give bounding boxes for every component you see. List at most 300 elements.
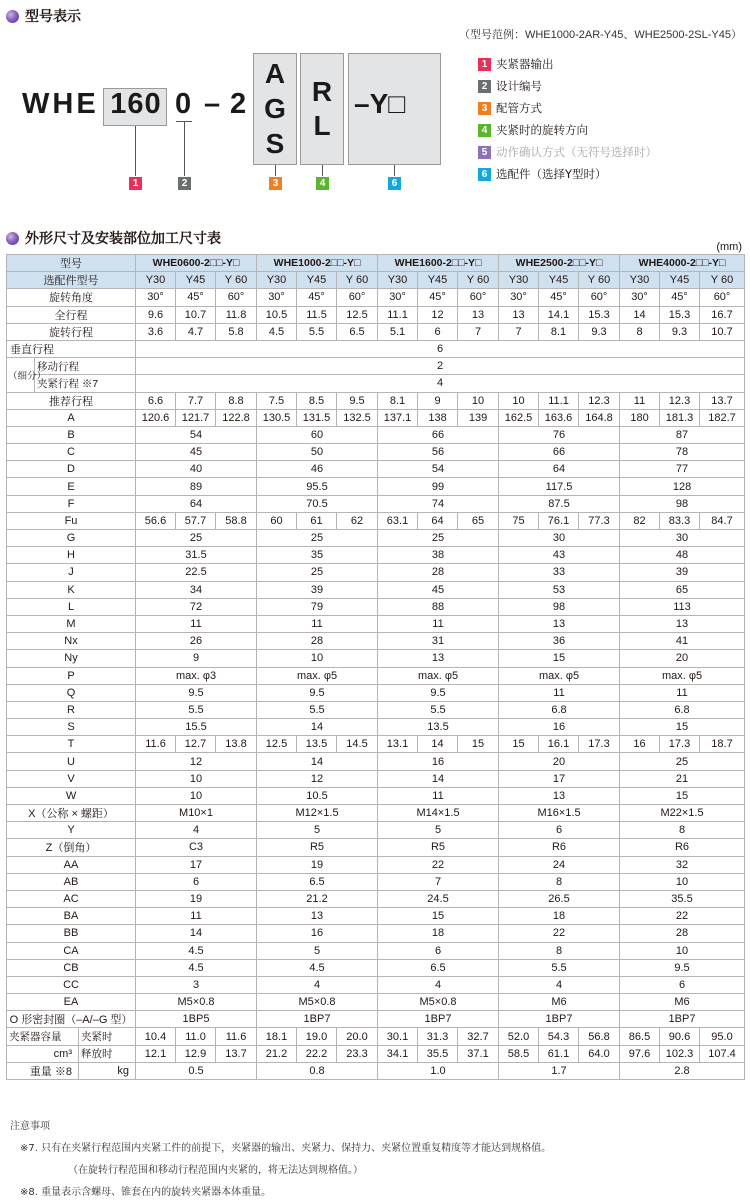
table-cell: 1.7 <box>499 1062 620 1079</box>
table-cell: 16.7 <box>700 306 745 323</box>
table-cell: 26 <box>136 633 257 650</box>
table-cell: 22 <box>378 856 499 873</box>
table-cell: 121.7 <box>176 409 216 426</box>
section-title-text: 外形尺寸及安装部位加工尺寸表 <box>25 231 221 247</box>
marker-2: 2 <box>178 177 191 190</box>
table-cell: 48 <box>620 547 745 564</box>
table-cell: max. φ5 <box>378 667 499 684</box>
table-cell: 87 <box>620 426 745 443</box>
table-cell: 65 <box>620 581 745 598</box>
table-cell: 8.5 <box>297 392 337 409</box>
table-row <box>7 581 745 598</box>
table-cell: 66 <box>378 426 499 443</box>
option-name: Y 60 <box>216 272 257 289</box>
table-cell: 11 <box>378 615 499 632</box>
table-cell: 43 <box>499 547 620 564</box>
unit-label: (mm) <box>716 241 742 253</box>
note-7-sub: （在旋转行程范围和移动行程范围内夹紧的，将无法达到规格值。） <box>68 1165 363 1176</box>
table-cell: 39 <box>257 581 378 598</box>
table-cell: 13.1 <box>378 736 418 753</box>
table-cell: 7 <box>499 323 539 340</box>
table-cell: 12.5 <box>337 306 378 323</box>
table-cell: 58.8 <box>216 512 257 529</box>
table-cell: 8 <box>499 873 620 890</box>
option-name: Y 60 <box>700 272 745 289</box>
table-cell: 107.4 <box>700 1045 745 1062</box>
table-row <box>7 994 745 1011</box>
section-title-text: 型号表示 <box>25 9 81 25</box>
notes <box>10 1116 551 1204</box>
table-cell: 56.6 <box>136 512 176 529</box>
table-cell: 6.8 <box>499 701 620 718</box>
table-cell: 21.2 <box>257 1045 297 1062</box>
table-cell: 6 <box>136 340 745 357</box>
table-cell: 23.3 <box>337 1045 378 1062</box>
table-cell: 13.7 <box>700 392 745 409</box>
table-cell: 11.5 <box>297 306 337 323</box>
table-cell: 62 <box>337 512 378 529</box>
table-cell: 26.5 <box>499 890 620 907</box>
table-cell: 11.1 <box>378 306 418 323</box>
table-cell: 72 <box>136 598 257 615</box>
row-label: G <box>7 530 136 547</box>
section-title-model-code <box>6 6 81 26</box>
port-option-g: G <box>264 93 286 124</box>
table-cell: 20.0 <box>337 1028 378 1045</box>
row-label: S <box>7 719 136 736</box>
table-cell: 130.5 <box>257 409 297 426</box>
row-label: M <box>7 615 136 632</box>
table-cell: 60° <box>216 289 257 306</box>
option-name: Y30 <box>378 272 418 289</box>
table-cell: 36 <box>499 633 620 650</box>
table-cell: 60° <box>337 289 378 306</box>
table-cell: 30° <box>620 289 660 306</box>
table-row <box>7 530 745 547</box>
table-cell: 18 <box>378 925 499 942</box>
table-cell: 28 <box>378 564 499 581</box>
table-cell: 16.1 <box>539 736 579 753</box>
table-cell: 34 <box>136 581 257 598</box>
table-cell: 6.6 <box>136 392 176 409</box>
row-label: CB <box>7 959 136 976</box>
row-label: Z（倒角） <box>7 839 136 856</box>
table-cell: 10 <box>136 787 257 804</box>
table-cell: 33 <box>499 564 620 581</box>
marker-1: 1 <box>129 177 142 190</box>
table-row <box>7 890 745 907</box>
table-row <box>7 426 745 443</box>
table-cell: 60 <box>257 426 378 443</box>
legend-item <box>478 53 657 75</box>
table-cell: 32.7 <box>458 1028 499 1045</box>
table-cell: 128 <box>620 478 745 495</box>
table-row <box>7 375 745 392</box>
table-cell: 12.7 <box>176 736 216 753</box>
legend-text: 设计编号 <box>496 79 542 93</box>
table-cell: 45 <box>136 444 257 461</box>
table-cell: 11.0 <box>176 1028 216 1045</box>
model-name: WHE4000-2□□-Y□ <box>620 255 745 272</box>
table-cell: 14.1 <box>539 306 579 323</box>
table-cell: 5 <box>257 822 378 839</box>
table-cell: 90.6 <box>660 1028 700 1045</box>
table-cell: 15.5 <box>136 719 257 736</box>
legend-text: 夹紧器输出 <box>496 57 554 71</box>
table-row <box>7 306 745 323</box>
table-cell: R6 <box>620 839 745 856</box>
table-cell: 122.8 <box>216 409 257 426</box>
table-cell: 131.5 <box>297 409 337 426</box>
table-row <box>7 615 745 632</box>
table-cell: 14 <box>257 719 378 736</box>
rotation-option-l: L <box>313 110 331 141</box>
table-cell: 30° <box>257 289 297 306</box>
table-cell: M16×1.5 <box>499 805 620 822</box>
table-cell: 35 <box>257 547 378 564</box>
table-cell: 30° <box>499 289 539 306</box>
table-cell: 15.3 <box>660 306 700 323</box>
table-cell: 31.5 <box>136 547 257 564</box>
table-cell: 24 <box>499 856 620 873</box>
table-cell: 24.5 <box>378 890 499 907</box>
table-cell: 22 <box>499 925 620 942</box>
legend-item <box>478 163 657 185</box>
table-cell: 11 <box>257 615 378 632</box>
table-cell: 54 <box>136 426 257 443</box>
table-cell: 4 <box>499 976 620 993</box>
table-cell: 19 <box>136 890 257 907</box>
port-option-s: S <box>265 128 285 159</box>
table-cell: 64 <box>499 461 620 478</box>
table-cell: max. φ3 <box>136 667 257 684</box>
model-dash: – <box>204 88 221 120</box>
table-cell: 9.3 <box>579 323 620 340</box>
table-cell: 79 <box>257 598 378 615</box>
row-label: BB <box>7 925 136 942</box>
table-cell: 120.6 <box>136 409 176 426</box>
table-row <box>7 719 745 736</box>
model-name: WHE2500-2□□-Y□ <box>499 255 620 272</box>
table-cell: 5.5 <box>378 701 499 718</box>
table-cell: 70.5 <box>257 495 378 512</box>
table-cell: 30° <box>378 289 418 306</box>
table-cell: 20 <box>499 753 620 770</box>
table-cell: 64 <box>136 495 257 512</box>
table-cell: 10.7 <box>700 323 745 340</box>
table-cell: 7.7 <box>176 392 216 409</box>
table-row <box>7 633 745 650</box>
table-row <box>7 512 745 529</box>
table-cell: C3 <box>136 839 257 856</box>
table-cell: 5 <box>378 822 499 839</box>
table-cell: 8 <box>620 822 745 839</box>
table-cell: 31 <box>378 633 499 650</box>
table-cell: 4 <box>136 375 745 392</box>
table-row <box>7 1045 745 1062</box>
table-cell: 45° <box>660 289 700 306</box>
table-cell: 5.5 <box>499 959 620 976</box>
table-cell: 11 <box>136 615 257 632</box>
legend <box>478 53 657 185</box>
table-cell: 13 <box>499 306 539 323</box>
table-cell: 138 <box>418 409 458 426</box>
option-name: Y30 <box>136 272 176 289</box>
table-cell: 2.8 <box>620 1062 745 1079</box>
table-cell: 83.3 <box>660 512 700 529</box>
rotation-option-r: R <box>311 76 333 107</box>
legend-text: 选配件（选择Y型时） <box>496 167 607 181</box>
row-unit: kg <box>79 1062 136 1079</box>
table-row <box>7 822 745 839</box>
table-cell: 30° <box>136 289 176 306</box>
row-label: U <box>7 753 136 770</box>
table-cell: 9.3 <box>660 323 700 340</box>
table-cell: 15.3 <box>579 306 620 323</box>
model-header: 型号 <box>7 255 136 272</box>
table-cell: 20 <box>620 650 745 667</box>
table-cell: 137.1 <box>378 409 418 426</box>
table-cell: 13 <box>458 306 499 323</box>
legend-marker: 3 <box>478 102 491 115</box>
table-cell: 11.6 <box>216 1028 257 1045</box>
table-cell: 76.1 <box>539 512 579 529</box>
table-cell: R6 <box>499 839 620 856</box>
row-sublabel: 释放时 <box>79 1045 136 1062</box>
table-cell: 5.5 <box>297 323 337 340</box>
table-row <box>7 564 745 581</box>
table-cell: 87.5 <box>499 495 620 512</box>
table-cell: 8 <box>620 323 660 340</box>
table-cell: 13 <box>620 615 745 632</box>
model-example: （型号范例：WHE1000-2AR-Y45、WHE2500-2SL-Y45） <box>458 29 742 41</box>
table-cell: 21.2 <box>257 890 378 907</box>
option-name: Y30 <box>257 272 297 289</box>
table-row <box>7 358 745 375</box>
table-cell: 13.5 <box>297 736 337 753</box>
marker-6: 6 <box>388 177 401 190</box>
model-design: 0 <box>175 88 192 120</box>
table-row <box>7 701 745 718</box>
table-row <box>7 392 745 409</box>
table-cell: 12.5 <box>257 736 297 753</box>
table-cell: 13.5 <box>378 719 499 736</box>
table-cell: 12.3 <box>660 392 700 409</box>
table-cell: 98 <box>499 598 620 615</box>
table-cell: 25 <box>257 530 378 547</box>
table-cell: 12 <box>136 753 257 770</box>
table-cell: 95.5 <box>257 478 378 495</box>
legend-text: 夹紧时的旋转方向 <box>496 123 588 137</box>
table-cell: 4 <box>257 976 378 993</box>
row-label: Y <box>7 822 136 839</box>
table-cell: 13 <box>257 908 378 925</box>
table-cell: 11.6 <box>136 736 176 753</box>
table-cell: 56.8 <box>579 1028 620 1045</box>
table-cell: 61.1 <box>539 1045 579 1062</box>
table-cell: 8 <box>499 942 620 959</box>
option-name: Y45 <box>297 272 337 289</box>
leader-line <box>322 165 323 176</box>
table-row <box>7 1011 745 1028</box>
table-row <box>7 1062 745 1079</box>
table-cell: 7 <box>378 873 499 890</box>
table-cell: 19 <box>257 856 378 873</box>
table-cell: 10 <box>136 770 257 787</box>
table-cell: 56 <box>378 444 499 461</box>
row-label: 垂直行程 <box>7 340 136 357</box>
bullet-icon <box>6 232 19 245</box>
legend-marker: 5 <box>478 146 491 159</box>
table-cell: 13.7 <box>216 1045 257 1062</box>
table-cell: 60 <box>257 512 297 529</box>
table-cell: 0.8 <box>257 1062 378 1079</box>
table-row <box>7 839 745 856</box>
table-row <box>7 289 745 306</box>
table-cell: 117.5 <box>499 478 620 495</box>
table-cell: 30.1 <box>378 1028 418 1045</box>
table-cell: 1BP7 <box>378 1011 499 1028</box>
table-cell: M22×1.5 <box>620 805 745 822</box>
table-cell: 18 <box>499 908 620 925</box>
row-label: cm³ <box>7 1045 79 1062</box>
legend-marker: 4 <box>478 124 491 137</box>
table-cell: 50 <box>257 444 378 461</box>
header-row-option <box>7 272 745 289</box>
table-cell: M5×0.8 <box>257 994 378 1011</box>
option-name: Y45 <box>418 272 458 289</box>
table-cell: 75 <box>499 512 539 529</box>
table-cell: 4.5 <box>136 959 257 976</box>
table-cell: 11.8 <box>216 306 257 323</box>
table-cell: 15 <box>458 736 499 753</box>
table-cell: 15 <box>499 650 620 667</box>
option-name: Y45 <box>539 272 579 289</box>
table-cell: 5.5 <box>136 701 257 718</box>
table-cell: 11 <box>620 684 745 701</box>
table-cell: 45° <box>176 289 216 306</box>
leader-line <box>184 121 185 176</box>
model-prefix: WHE <box>22 88 99 120</box>
table-cell: 17 <box>499 770 620 787</box>
option-name: Y 60 <box>337 272 378 289</box>
dimension-table <box>6 254 745 1080</box>
table-cell: 11 <box>378 787 499 804</box>
table-cell: 12 <box>257 770 378 787</box>
legend-marker: 6 <box>478 168 491 181</box>
table-cell: 139 <box>458 409 499 426</box>
marker-3: 3 <box>269 177 282 190</box>
table-cell: 16 <box>499 719 620 736</box>
table-cell: 7.5 <box>257 392 297 409</box>
row-label: T <box>7 736 136 753</box>
table-cell: 6 <box>378 942 499 959</box>
table-cell: 35.5 <box>418 1045 458 1062</box>
table-cell: 5.8 <box>216 323 257 340</box>
leader-line <box>275 165 276 176</box>
table-row <box>7 770 745 787</box>
port-option-a: A <box>264 58 286 89</box>
row-label: K <box>7 581 136 598</box>
table-cell: 5.1 <box>378 323 418 340</box>
table-cell: 30 <box>620 530 745 547</box>
legend-text: 配管方式 <box>496 101 542 115</box>
table-cell: 13.8 <box>216 736 257 753</box>
table-cell: 11 <box>499 684 620 701</box>
table-cell: 3 <box>136 976 257 993</box>
row-label: 重量 ※8 <box>7 1062 79 1079</box>
table-cell: 74 <box>378 495 499 512</box>
table-cell: 10 <box>257 650 378 667</box>
table-cell: 35.5 <box>620 890 745 907</box>
table-row <box>7 409 745 426</box>
model-two: 2 <box>230 88 247 120</box>
table-cell: 13 <box>378 650 499 667</box>
table-cell: 15 <box>620 719 745 736</box>
table-cell: 25 <box>620 753 745 770</box>
table-row <box>7 650 745 667</box>
row-label: 全行程 <box>7 306 136 323</box>
row-label: 旋转角度 <box>7 289 136 306</box>
table-cell: 12.3 <box>579 392 620 409</box>
table-cell: 22.5 <box>136 564 257 581</box>
table-row <box>7 925 745 942</box>
model-name: WHE0600-2□□-Y□ <box>136 255 257 272</box>
row-label: H <box>7 547 136 564</box>
row-label: L <box>7 598 136 615</box>
table-cell: 60° <box>700 289 745 306</box>
table-cell: 113 <box>620 598 745 615</box>
table-row <box>7 908 745 925</box>
legend-marker: 1 <box>478 58 491 71</box>
option-header: 选配件型号 <box>7 272 136 289</box>
table-cell: 13 <box>499 787 620 804</box>
table-cell: 6.5 <box>257 873 378 890</box>
table-cell: 40 <box>136 461 257 478</box>
table-cell: 163.6 <box>539 409 579 426</box>
option-name: Y30 <box>620 272 660 289</box>
row-label: A <box>7 409 136 426</box>
table-cell: 132.5 <box>337 409 378 426</box>
row-label: Ny <box>7 650 136 667</box>
group-label: （细分） <box>7 358 35 392</box>
table-cell: 9.5 <box>136 684 257 701</box>
row-label: 推荐行程 <box>7 392 136 409</box>
notes-title: 注意事项 <box>10 1121 50 1132</box>
table-row <box>7 444 745 461</box>
table-cell: 95.0 <box>700 1028 745 1045</box>
table-row <box>7 976 745 993</box>
table-cell: 84.7 <box>700 512 745 529</box>
legend-item <box>478 97 657 119</box>
table-cell: 60° <box>579 289 620 306</box>
table-cell: 1BP7 <box>620 1011 745 1028</box>
table-row <box>7 736 745 753</box>
table-cell: 4.5 <box>257 323 297 340</box>
table-cell: 14 <box>136 925 257 942</box>
table-cell: M12×1.5 <box>257 805 378 822</box>
table-cell: 9 <box>136 650 257 667</box>
table-cell: 65 <box>458 512 499 529</box>
table-cell: 4.5 <box>257 959 378 976</box>
table-cell: 88 <box>378 598 499 615</box>
table-cell: 86.5 <box>620 1028 660 1045</box>
table-cell: 12 <box>418 306 458 323</box>
legend-text: 动作确认方式（无符号选择时） <box>496 145 657 159</box>
table-cell: 54.3 <box>539 1028 579 1045</box>
table-cell: 17.3 <box>660 736 700 753</box>
table-cell: 77.3 <box>579 512 620 529</box>
